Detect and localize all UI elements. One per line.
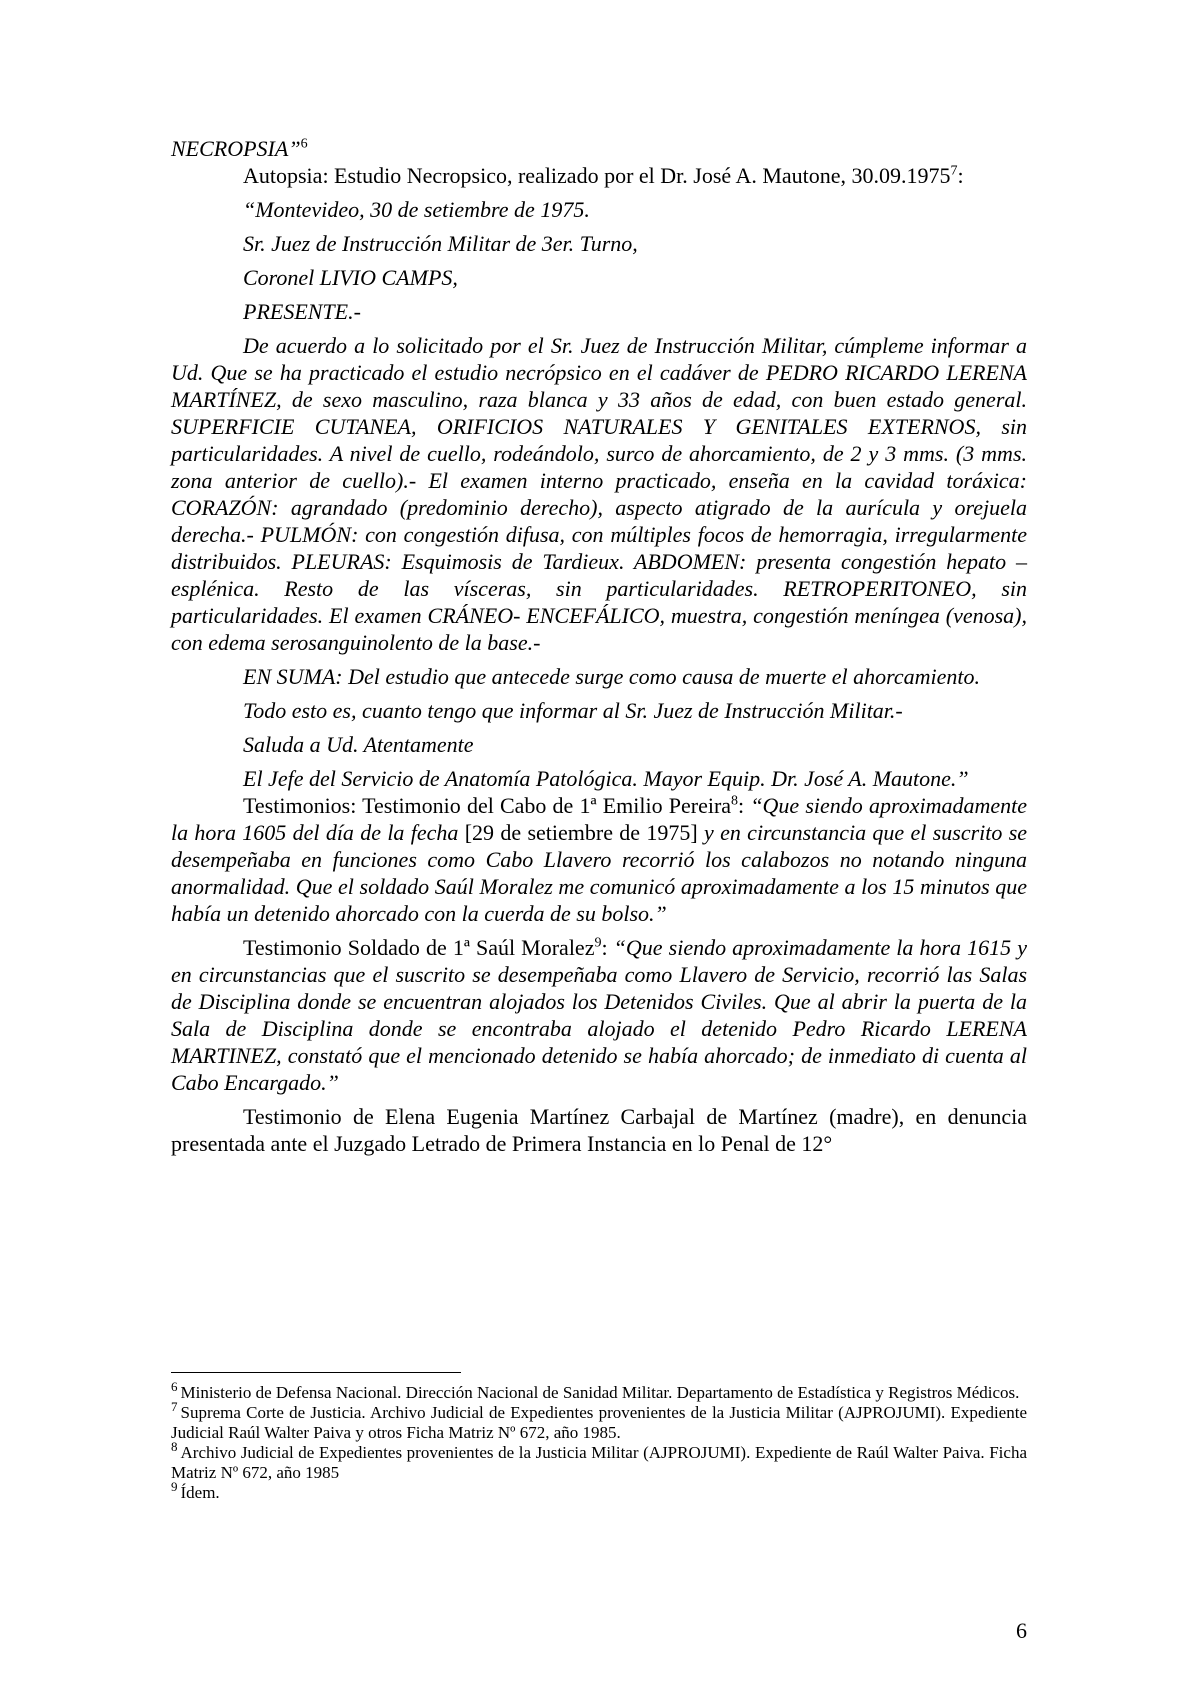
testimony-moralez: Testimonio Soldado de 1ª Saúl Moralez$^9$: “Que siendo aproximadamente la hora 1615 y en circunstancias que el suscrito se desempeñaba como Llavero de Servicio, recorrió las Salas de Disciplina donde se encuentran alojados los Detenidos Civiles. Que al abrir la puerta de la Sala de Disciplina donde se encontraba alojado el detenido Pedro Ricardo LERENA MARTINEZ, constató que el mencionado detenido se había ahorcado; de inmediato di cuenta al Cabo Encargado.” — [171, 935, 1027, 1095]
letter-presente: PRESENTE.- — [243, 299, 361, 324]
page-number: 6 — [1016, 1618, 1027, 1643]
footnote-7: $^7$ Suprema Corte de Justicia. Archivo Judicial de Expedientes provenientes de la Justicia Militar (AJPROJUMI). Expediente Judicial Raúl Walter Paiva y otros Ficha Matriz Nº 672, año 1985. — [171, 1399, 1027, 1442]
letter-salutation: Saluda a Ud. Atentamente — [243, 732, 474, 757]
letter-date: “Montevideo, 30 de setiembre de 1975. — [243, 197, 590, 222]
footnote-9: $^9$ Ídem. — [171, 1479, 220, 1502]
letter-signature: El Jefe del Servicio de Anatomía Patológica. Mayor Equip. Dr. José A. Mautone.” — [243, 766, 969, 791]
footnote-ref-6[interactable]: 6 — [300, 136, 308, 152]
footnote-ref-8[interactable]: 8 — [731, 793, 739, 809]
necropsia-heading: NECROPSIA”$^6$ — [171, 136, 308, 161]
footnote-ref-9[interactable]: 9 — [594, 935, 602, 951]
footnote-ref-7[interactable]: 7 — [950, 163, 958, 179]
footnote-6: $^6$ Ministerio de Defensa Nacional. Dirección Nacional de Sanidad Militar. Departamento de Estadística y Registros Médicos. — [171, 1379, 1020, 1402]
footnotes — [171, 1379, 1027, 1503]
letter-body: De acuerdo a lo solicitado por el Sr. Juez de Instrucción Militar, cúmpleme informar a Ud. Que se ha practicado el estudio necrópsico en el cadáver de PEDRO RICARDO LERENA MARTÍNEZ, de sexo masculino, raza blanca y 33 años de edad, con buen estado general. SUPERFICIE CUTANEA, ORIFICIOS NATURALES Y GENITALES EXTERNOS, sin particularidades. A nivel de cuello, rodeándolo, surco de ahorcamiento, de 2 y 3 mms. (3 mms. zona anterior de cuello).- El examen interno practicado, enseña en la cavidad toráxica: CORAZÓN: agrandado (predominio derecho), aspecto atigrado de la aurícula y orejuela derecha.- PULMÓN: con congestión difusa, con múltiples focos de hemorragia, irregularmente distribuidos. PLEURAS: Esquimosis de Tardieux. ABDOMEN: presenta congestión hepato – esplénica. Resto de las vísceras, sin particularidades. RETROPERITONEO, sin particularidades. El examen CRÁNEO- ENCEFÁLICO, muestra, congestión meníngea (venosa), con edema serosanguinolento de la base.- — [171, 333, 1027, 655]
testimony-martinez: Testimonio de Elena Eugenia Martínez Carbajal de Martínez (madre), en denuncia presentada ante el Juzgado Letrado de Primera Instancia en lo Penal de 12° — [171, 1104, 1027, 1156]
document-page — [171, 0, 1027, 1684]
footnote-separator — [171, 1372, 461, 1373]
footnote-8: $^8$ Archivo Judicial de Expedientes provenientes de la Justicia Militar (AJPROJUMI). Expediente de Raúl Walter Paiva. Ficha Matriz Nº 672, año 1985 — [171, 1439, 1027, 1482]
testimony-pereira: Testimonios: Testimonio del Cabo de 1ª Emilio Pereira$^8$: “Que siendo aproximadamente la hora 1605 del día de la fecha [29 de setiembre de 1975] y en circunstancia que el suscrito se desempeñaba en funciones como Cabo Llavero recorrió los calabozos no notando ninguna anormalidad. Que el soldado Saúl Moralez me comunicó aproximadamente a los 15 minutos que había un detenido ahorcado con la cuerda de su bolso.” — [171, 793, 1028, 926]
letter-addressee: Sr. Juez de Instrucción Militar de 3er. Turno, — [243, 231, 638, 256]
letter-closing: Todo esto es, cuanto tengo que informar al Sr. Juez de Instrucción Militar.- — [243, 698, 903, 723]
letter-addressee-name: Coronel LIVIO CAMPS, — [243, 265, 458, 290]
body-text — [171, 135, 1027, 1157]
letter-summary: EN SUMA: Del estudio que antecede surge como causa de muerte el ahorcamiento. — [243, 664, 981, 689]
autopsia-paragraph: Autopsia: Estudio Necropsico, realizado por el Dr. José A. Mautone, 30.09.1975$^7$: — [243, 163, 964, 188]
